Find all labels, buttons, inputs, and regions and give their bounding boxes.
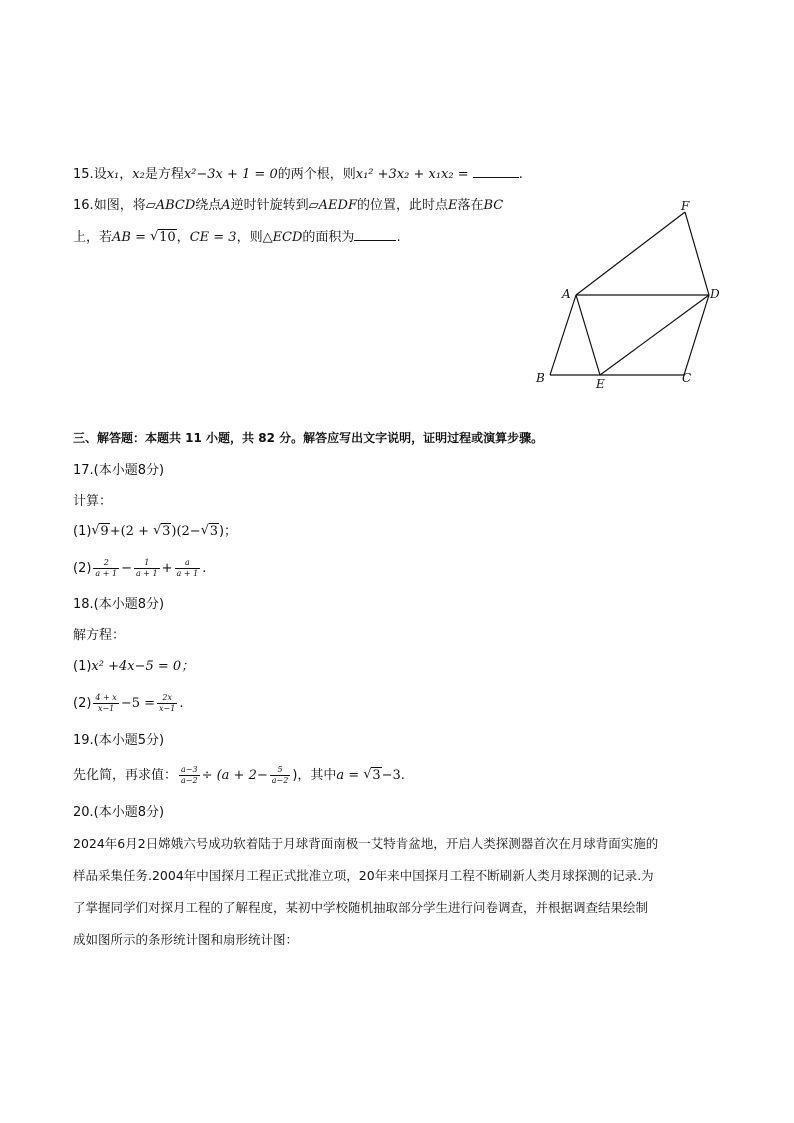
question-19-body: 先化简，再求值： $\frac{a-3}{a-2}$ ÷ (a + 2− $\frac{5}{a-2}$ )，其中a = √ 3−3. xyxy=(73,765,405,786)
segment-af xyxy=(576,212,685,295)
label-e: E xyxy=(596,377,605,391)
question-15: 15.设x₁，x₂是方程x²−3x + 1 = 0的两个根，则x₁² +3x₂ + x₁x₂ = . xyxy=(73,167,523,182)
sqrt-symbol: √ 10 xyxy=(150,228,177,248)
question-17-part-1: (1)√ 9+(2 + √ 3)(2−√ 3)； xyxy=(73,522,237,542)
fraction: $\frac{1}{a + 1}$ xyxy=(135,558,158,578)
question-17-header: 17.(本小题8分) xyxy=(73,463,165,478)
sqrt-symbol: √ 3 xyxy=(201,522,219,542)
fraction: $\frac{5}{a-2}$ xyxy=(271,765,289,785)
question-20-line-3: 了掌握同学们对探月工程的了解程度，某初中学校随机抽取部分学生进行问卷调查，并根据调查结果绘制 xyxy=(73,900,649,915)
segment-ed xyxy=(600,295,709,375)
sqrt-symbol: √ 3 xyxy=(363,766,381,786)
question-17-instruction: 计算： xyxy=(73,494,113,509)
sqrt-symbol: √ 3 xyxy=(153,522,171,542)
question-20-line-1: 2024年6月2日嫦娥六号成功软着陆于月球背面南极一艾特肯盆地，开启人类探测器首次在月球背面实施的 xyxy=(73,836,659,851)
question-18-part-2: (2) $\frac{4 + x}{x-1}$ −5 = $\frac{2x}{x-1}$ . xyxy=(73,693,184,713)
segment-ae xyxy=(576,295,600,375)
segment-ab xyxy=(550,295,576,375)
fraction: $\frac{4 + x}{x-1}$ xyxy=(95,693,117,713)
segment-cd xyxy=(684,295,709,375)
question-18-header: 18.(本小题8分) xyxy=(73,597,165,612)
label-c: C xyxy=(682,371,692,385)
fraction: $\frac{2}{a + 1}$ xyxy=(95,558,118,578)
answer-blank[interactable] xyxy=(354,228,396,241)
label-a: A xyxy=(562,287,571,301)
parallelogram-figure xyxy=(525,195,725,395)
question-18-instruction: 解方程： xyxy=(73,628,126,643)
section-heading: 三、解答题：本题共 11 小题，共 82 分。解答应写出文字说明，证明过程或演算步骤。 xyxy=(73,431,544,445)
question-20-line-2: 样品采集任务.2004年中国探月工程正式批准立项，20年来中国探月工程不断刷新人类月球探测的记录.为 xyxy=(73,868,654,883)
fraction: $\frac{a}{a + 1}$ xyxy=(176,558,199,578)
q15-equation: x²−3x + 1 = 0 xyxy=(183,167,278,182)
question-16-line-1: 16.如图，将▱ABCD绕点A逆时针旋转到▱AEDF的位置，此时点E落在BC xyxy=(73,198,504,213)
question-17-part-2: (2) $\frac{2}{a + 1}$ − $\frac{1}{a + 1}$ + $\frac{a}{a + 1}$ . xyxy=(73,558,207,578)
label-d: D xyxy=(710,287,720,301)
fraction: $\frac{2x}{x-1}$ xyxy=(159,693,176,713)
q15-expression: x₁² +3x₂ + x₁x₂ = xyxy=(355,167,469,182)
fraction: $\frac{a-3}{a-2}$ xyxy=(181,765,198,785)
segment-fd xyxy=(685,212,709,295)
question-18-part-1: (1)x² +4x−5 = 0； xyxy=(73,659,195,674)
question-20-line-4: 成如图所示的条形统计图和扇形统计图： xyxy=(73,932,299,947)
question-20-header: 20.(本小题8分) xyxy=(73,805,165,820)
answer-blank[interactable] xyxy=(473,165,519,178)
question-16-line-2: 上，若AB = √ 10，CE = 3，则△ECD的面积为 . xyxy=(73,228,401,248)
sqrt-symbol: √ 9 xyxy=(91,522,109,542)
label-f: F xyxy=(681,199,690,213)
question-19-header: 19.(本小题5分) xyxy=(73,733,165,748)
label-b: B xyxy=(536,371,545,385)
